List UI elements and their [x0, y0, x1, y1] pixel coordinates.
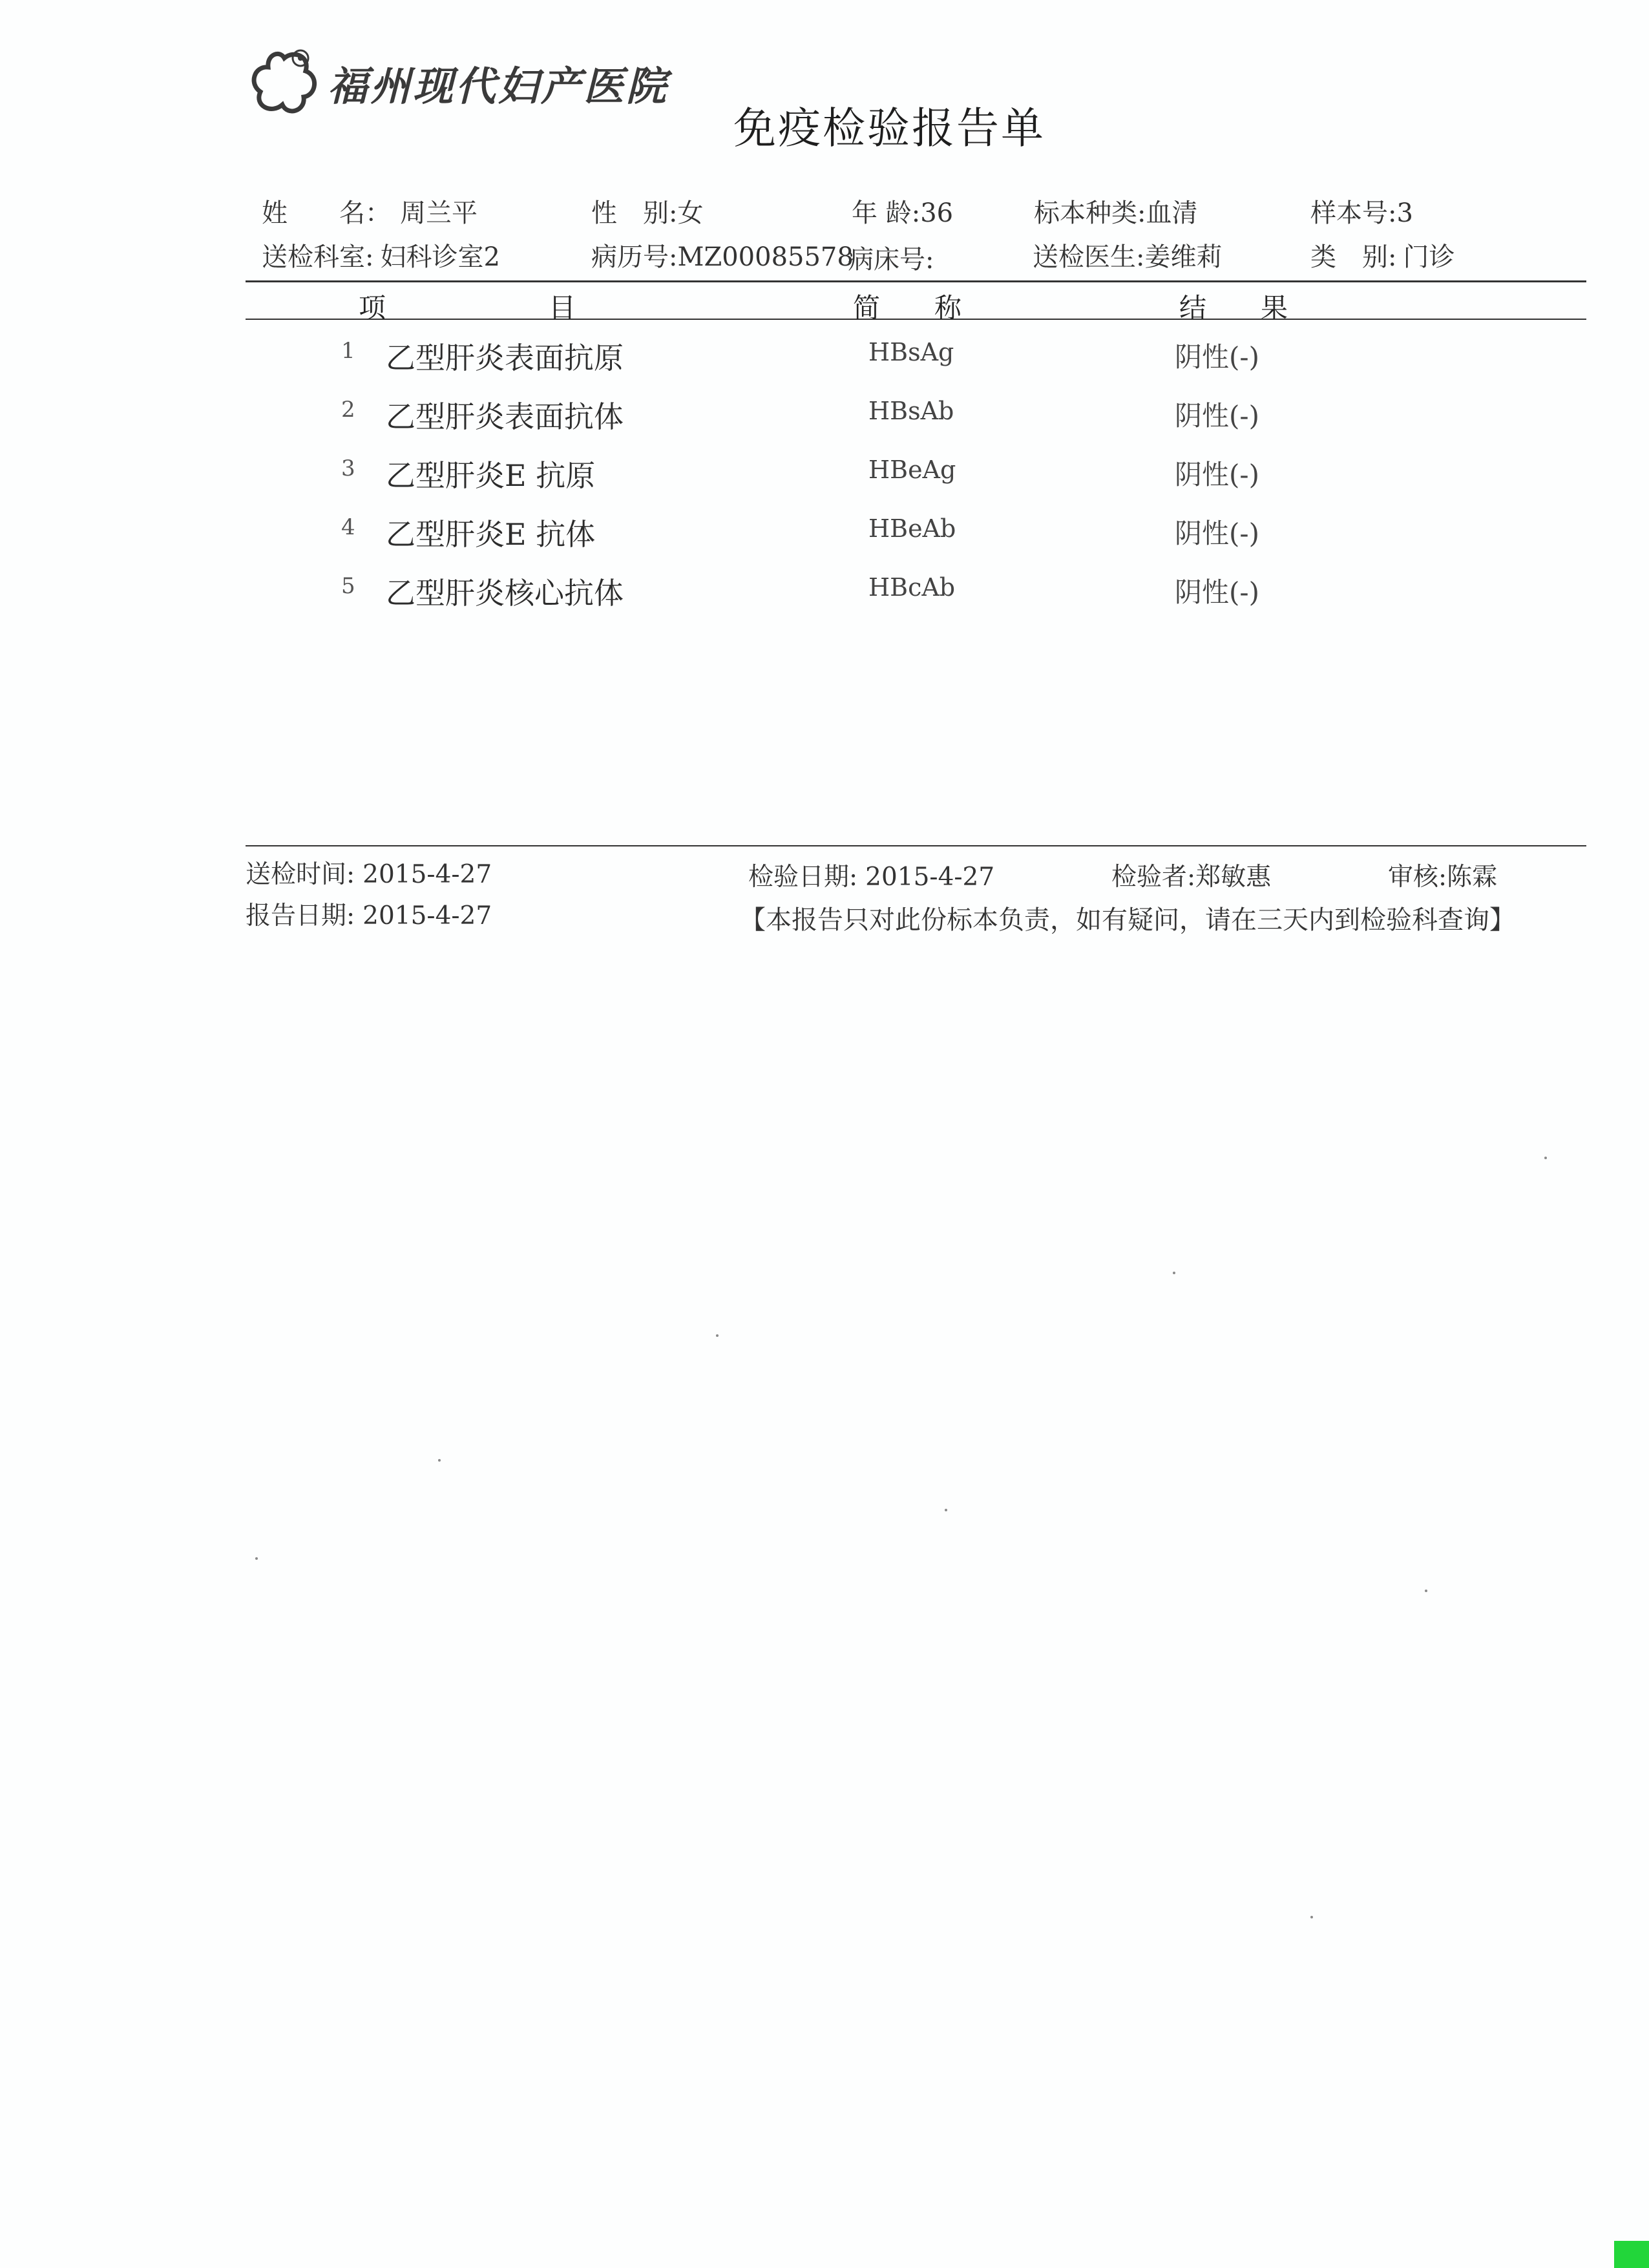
row-item-name: 乙型肝炎E 抗体 — [386, 517, 596, 552]
age-label: 年 龄: — [852, 198, 921, 228]
record-field — [591, 236, 854, 273]
row-item-name: 乙型肝炎表面抗体 — [386, 399, 624, 434]
bed-label: 病床号: — [848, 245, 934, 275]
scan-speck — [438, 1459, 441, 1462]
report-title: 免疫检验报告单 — [733, 103, 1045, 153]
row-abbreviation: HBcAb — [868, 573, 956, 602]
send-time-label: 送检时间: — [246, 860, 355, 889]
sex-label: 性 别: — [591, 198, 678, 228]
test-date-value: 2015-4-27 — [865, 863, 995, 892]
scan-speck — [255, 1557, 258, 1560]
column-header-abbr: 简 称 — [853, 292, 962, 324]
row-item-name: 乙型肝炎表面抗原 — [386, 341, 624, 375]
patient-name-label: 姓 名： — [262, 198, 391, 228]
disclaimer-text: 【本报告只对此份标本负责，如有疑问，请在三天内到检验科查询】 — [740, 905, 1515, 935]
category-value: 门诊 — [1403, 242, 1455, 272]
hospital-flower-logo-icon — [249, 47, 320, 118]
send-time-value: 2015-4-27 — [362, 860, 492, 889]
row-number: 4 — [341, 514, 355, 540]
report-date-value: 2015-4-27 — [362, 901, 492, 930]
table-top-rule — [246, 280, 1586, 282]
tester-label: 检验者: — [1111, 863, 1196, 892]
age-value: 36 — [920, 198, 954, 228]
row-abbreviation: HBsAb — [868, 397, 954, 425]
scan-speck — [1173, 1272, 1175, 1274]
scan-speck — [1310, 1916, 1313, 1918]
reviewer-label: 审核: — [1388, 863, 1447, 892]
sex-value: 女 — [677, 198, 704, 228]
row-abbreviation: HBsAg — [868, 338, 954, 366]
footer-rule — [246, 845, 1586, 846]
sample-no-label: 样本号: — [1310, 198, 1397, 228]
row-abbreviation: HBeAb — [868, 514, 956, 543]
row-result: 阴性(-) — [1175, 400, 1259, 432]
scan-speck — [1425, 1590, 1427, 1592]
row-item-name: 乙型肝炎核心抗体 — [386, 576, 624, 611]
doctor-value: 姜维莉 — [1144, 242, 1223, 272]
record-value: MZ00085578 — [677, 242, 854, 272]
doctor-field — [1033, 236, 1222, 273]
reviewer-field — [1388, 857, 1497, 893]
row-result: 阴性(-) — [1175, 576, 1259, 608]
row-number: 3 — [341, 456, 355, 481]
tester-value: 郑敏惠 — [1195, 863, 1272, 892]
specimen-value: 血清 — [1146, 198, 1198, 228]
row-number: 5 — [341, 573, 355, 599]
row-abbreviation: HBeAg — [868, 456, 956, 484]
scan-speck — [716, 1334, 719, 1337]
hospital-name: 福州现代妇产医院 — [328, 63, 669, 110]
specimen-field — [1034, 193, 1197, 229]
row-number: 2 — [341, 397, 355, 423]
category-label: 类 别: — [1310, 242, 1397, 272]
send-time-field — [246, 854, 492, 890]
row-number: 1 — [341, 338, 355, 364]
test-date-label: 检验日期: — [748, 863, 858, 892]
row-result: 阴性(-) — [1175, 341, 1259, 373]
reviewer-value: 陈霖 — [1447, 863, 1498, 892]
report-date-label: 报告日期: — [246, 901, 355, 930]
dept-label: 送检科室: — [262, 242, 374, 272]
row-result: 阴性(-) — [1175, 459, 1259, 490]
specimen-label: 标本种类: — [1034, 198, 1146, 228]
doctor-label: 送检医生: — [1033, 242, 1145, 272]
scan-speck — [945, 1509, 947, 1511]
corner-marker — [1614, 2241, 1649, 2268]
category-field — [1310, 236, 1455, 273]
column-header-result: 结 果 — [1179, 292, 1288, 324]
patient-name-value: 周兰平 — [400, 198, 478, 228]
age-field — [852, 193, 953, 229]
record-label: 病历号: — [591, 242, 678, 272]
column-header-item: 项 目 — [359, 292, 576, 324]
tester-field — [1111, 857, 1271, 893]
test-date-field — [748, 857, 994, 893]
report-date-field — [246, 896, 492, 932]
row-result: 阴性(-) — [1175, 518, 1259, 549]
bed-field — [848, 239, 934, 276]
row-item-name: 乙型肝炎E 抗原 — [386, 458, 596, 493]
sample-no-field — [1310, 193, 1413, 229]
sex-field — [591, 193, 703, 229]
sample-no-value: 3 — [1396, 198, 1413, 228]
dept-field — [262, 236, 500, 273]
dept-value: 妇科诊室2 — [380, 242, 500, 272]
scan-speck — [1544, 1157, 1547, 1159]
patient-name-field — [262, 193, 478, 229]
